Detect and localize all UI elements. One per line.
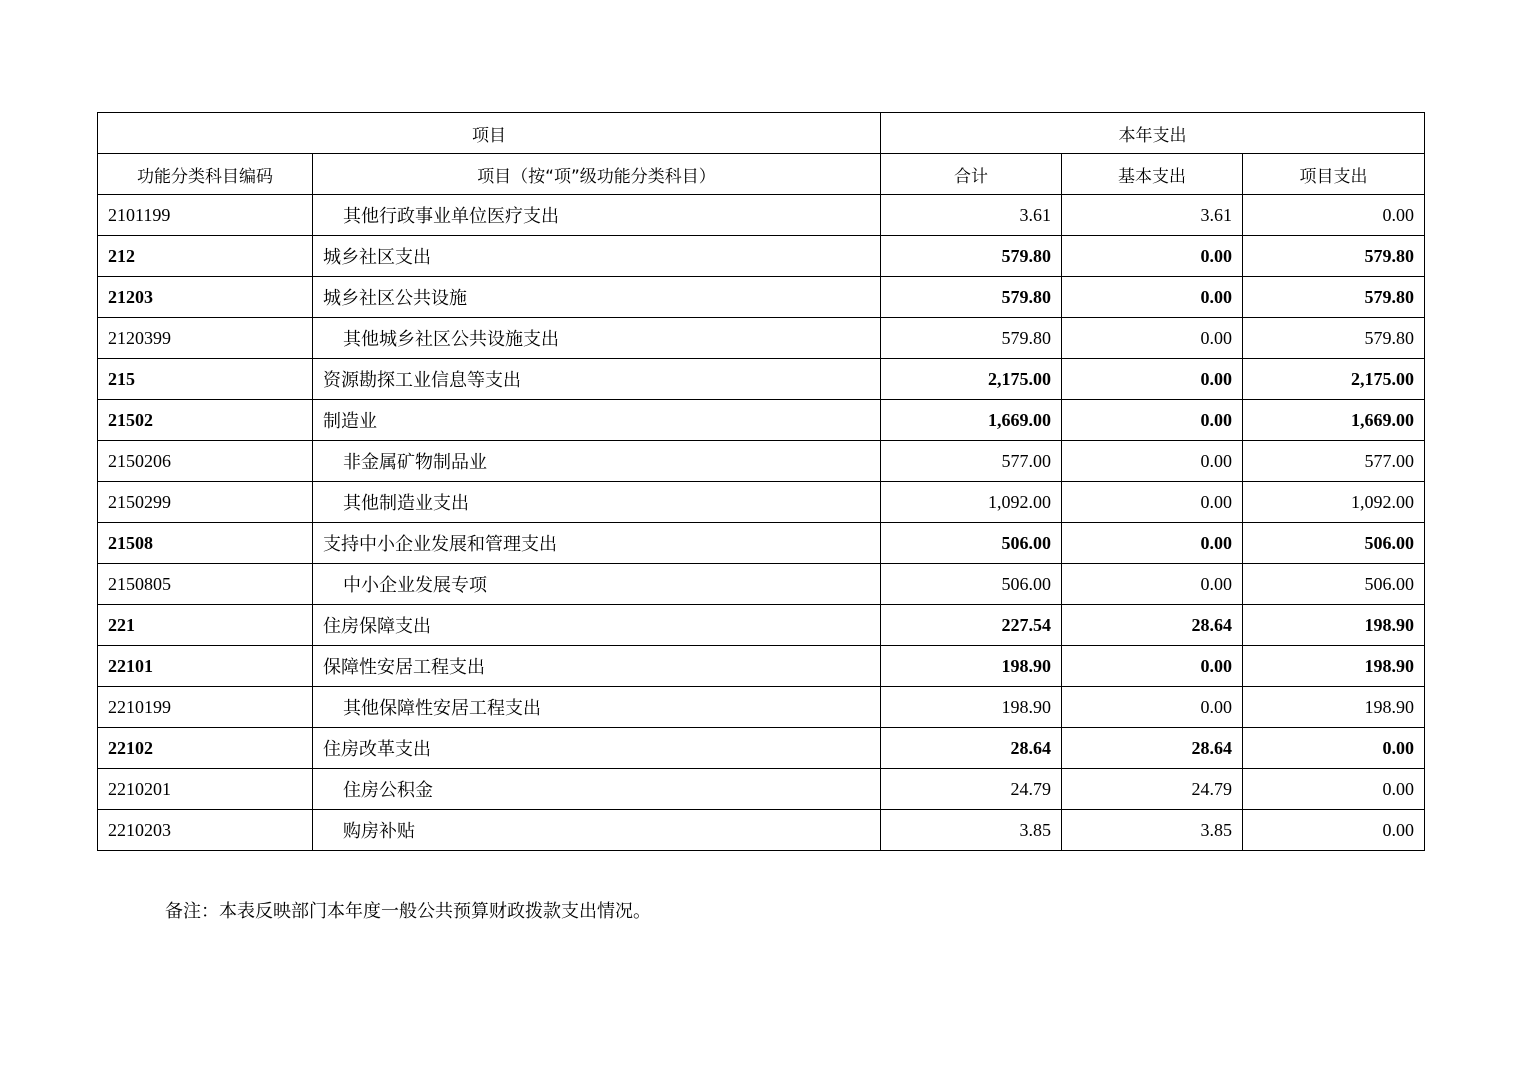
- table-row: [98, 277, 1425, 318]
- code-cell: 2120399: [98, 318, 313, 359]
- total-cell: 198.90: [881, 646, 1062, 687]
- project-cell: 1,669.00: [1243, 400, 1425, 441]
- header-item-group: 项目: [98, 113, 881, 154]
- header-year-expenditure-group: 本年支出: [881, 113, 1425, 154]
- table-row: [98, 769, 1425, 810]
- project-cell: 506.00: [1243, 523, 1425, 564]
- total-cell: 28.64: [881, 728, 1062, 769]
- total-cell: 3.85: [881, 810, 1062, 851]
- header-basic: 基本支出: [1062, 154, 1243, 195]
- name-cell: 非金属矿物制品业: [313, 441, 881, 482]
- code-cell: 21203: [98, 277, 313, 318]
- basic-cell: 0.00: [1062, 441, 1243, 482]
- table-body: [98, 195, 1425, 851]
- name-cell: 其他行政事业单位医疗支出: [313, 195, 881, 236]
- project-cell: 198.90: [1243, 605, 1425, 646]
- basic-cell: 0.00: [1062, 277, 1243, 318]
- name-cell: 保障性安居工程支出: [313, 646, 881, 687]
- project-cell: 0.00: [1243, 728, 1425, 769]
- project-cell: 506.00: [1243, 564, 1425, 605]
- code-cell: 2210203: [98, 810, 313, 851]
- table-row: [98, 400, 1425, 441]
- table-row: [98, 605, 1425, 646]
- table-row: [98, 687, 1425, 728]
- table-row: [98, 236, 1425, 277]
- basic-cell: 3.61: [1062, 195, 1243, 236]
- code-cell: 2150206: [98, 441, 313, 482]
- name-cell: 其他制造业支出: [313, 482, 881, 523]
- project-cell: 579.80: [1243, 277, 1425, 318]
- name-cell: 城乡社区支出: [313, 236, 881, 277]
- code-cell: 2210199: [98, 687, 313, 728]
- total-cell: 506.00: [881, 564, 1062, 605]
- header-group-row: [98, 113, 1425, 154]
- code-cell: 2101199: [98, 195, 313, 236]
- name-cell: 资源勘探工业信息等支出: [313, 359, 881, 400]
- project-cell: 0.00: [1243, 810, 1425, 851]
- table-row: [98, 195, 1425, 236]
- header-code: 功能分类科目编码: [98, 154, 313, 195]
- table-row: [98, 441, 1425, 482]
- code-cell: 215: [98, 359, 313, 400]
- project-cell: 577.00: [1243, 441, 1425, 482]
- table-row: [98, 728, 1425, 769]
- basic-cell: 0.00: [1062, 687, 1243, 728]
- name-cell: 制造业: [313, 400, 881, 441]
- table-note: 备注：本表反映部门本年度一般公共预算财政拨款支出情况。: [165, 901, 651, 922]
- header-name: 项目（按“项”级功能分类科目）: [313, 154, 881, 195]
- basic-cell: 3.85: [1062, 810, 1243, 851]
- table-row: [98, 482, 1425, 523]
- table-row: [98, 646, 1425, 687]
- total-cell: 24.79: [881, 769, 1062, 810]
- basic-cell: 0.00: [1062, 318, 1243, 359]
- total-cell: 227.54: [881, 605, 1062, 646]
- code-cell: 212: [98, 236, 313, 277]
- code-cell: 221: [98, 605, 313, 646]
- project-cell: 0.00: [1243, 195, 1425, 236]
- name-cell: 中小企业发展专项: [313, 564, 881, 605]
- code-cell: 2150299: [98, 482, 313, 523]
- header-total: 合计: [881, 154, 1062, 195]
- name-cell: 其他保障性安居工程支出: [313, 687, 881, 728]
- basic-cell: 28.64: [1062, 605, 1243, 646]
- table-row: [98, 523, 1425, 564]
- basic-cell: 0.00: [1062, 482, 1243, 523]
- total-cell: 579.80: [881, 277, 1062, 318]
- table-row: [98, 564, 1425, 605]
- header-project: 项目支出: [1243, 154, 1425, 195]
- total-cell: 579.80: [881, 236, 1062, 277]
- project-cell: 579.80: [1243, 236, 1425, 277]
- code-cell: 22101: [98, 646, 313, 687]
- project-cell: 2,175.00: [1243, 359, 1425, 400]
- name-cell: 住房保障支出: [313, 605, 881, 646]
- basic-cell: 24.79: [1062, 769, 1243, 810]
- table-row: [98, 810, 1425, 851]
- basic-cell: 0.00: [1062, 564, 1243, 605]
- basic-cell: 0.00: [1062, 236, 1243, 277]
- code-cell: 21508: [98, 523, 313, 564]
- project-cell: 198.90: [1243, 646, 1425, 687]
- total-cell: 506.00: [881, 523, 1062, 564]
- budget-expenditure-table: [97, 112, 1425, 851]
- basic-cell: 28.64: [1062, 728, 1243, 769]
- code-cell: 22102: [98, 728, 313, 769]
- header-column-row: [98, 154, 1425, 195]
- total-cell: 198.90: [881, 687, 1062, 728]
- code-cell: 2150805: [98, 564, 313, 605]
- project-cell: 579.80: [1243, 318, 1425, 359]
- total-cell: 2,175.00: [881, 359, 1062, 400]
- total-cell: 1,669.00: [881, 400, 1062, 441]
- project-cell: 1,092.00: [1243, 482, 1425, 523]
- total-cell: 579.80: [881, 318, 1062, 359]
- total-cell: 1,092.00: [881, 482, 1062, 523]
- name-cell: 购房补贴: [313, 810, 881, 851]
- table-row: [98, 359, 1425, 400]
- project-cell: 0.00: [1243, 769, 1425, 810]
- total-cell: 3.61: [881, 195, 1062, 236]
- total-cell: 577.00: [881, 441, 1062, 482]
- basic-cell: 0.00: [1062, 646, 1243, 687]
- basic-cell: 0.00: [1062, 359, 1243, 400]
- name-cell: 住房改革支出: [313, 728, 881, 769]
- name-cell: 支持中小企业发展和管理支出: [313, 523, 881, 564]
- name-cell: 住房公积金: [313, 769, 881, 810]
- table-row: [98, 318, 1425, 359]
- name-cell: 其他城乡社区公共设施支出: [313, 318, 881, 359]
- project-cell: 198.90: [1243, 687, 1425, 728]
- basic-cell: 0.00: [1062, 523, 1243, 564]
- name-cell: 城乡社区公共设施: [313, 277, 881, 318]
- basic-cell: 0.00: [1062, 400, 1243, 441]
- code-cell: 21502: [98, 400, 313, 441]
- code-cell: 2210201: [98, 769, 313, 810]
